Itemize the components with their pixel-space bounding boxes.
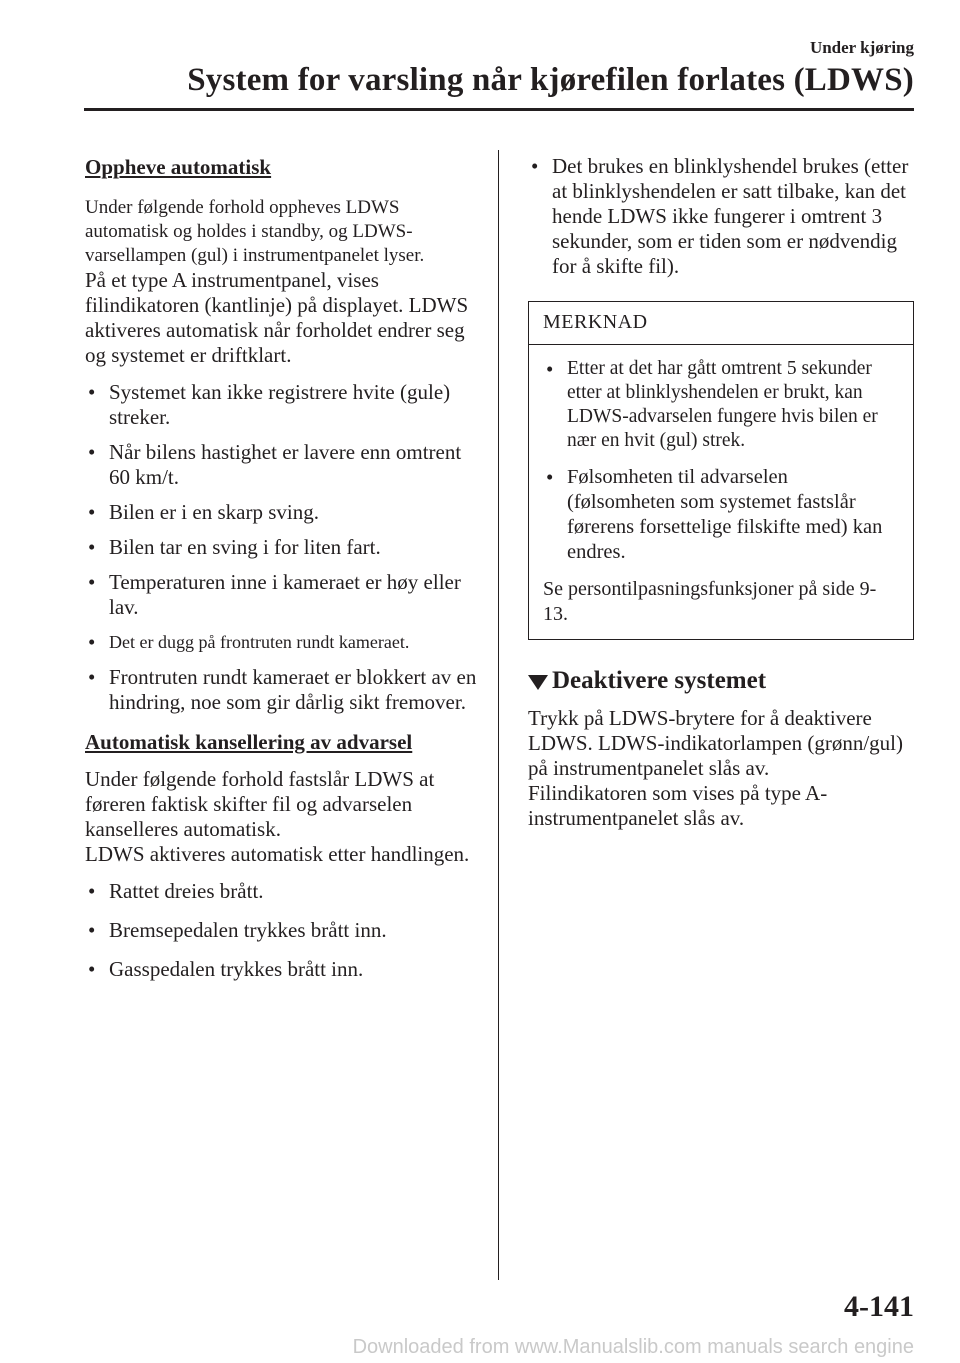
page-title: System for varsling når kjørefilen forlates (LDWS) (187, 62, 914, 98)
list-item: • Bilen er i en skarp sving. (88, 500, 319, 524)
deactivate-heading (528, 666, 914, 696)
list-item: • Det er dugg på frontruten rundt kameraet. (88, 630, 410, 654)
list-item: • Rattet dreies brått. (88, 879, 264, 903)
list-item: • Frontruten rundt kameraet er blokkert av en hindring, noe som gir dårlig sikt fremover. (88, 665, 477, 714)
auto-cancel-list (85, 380, 477, 715)
note-box (528, 301, 914, 640)
list-item: • Etter at det har gått omtrent 5 sekunder etter at blinklyshendelen er brukt, kan LDWS-advarselen fungere hvis bilen er nær en hvit (gul) strek. (546, 357, 878, 451)
list-item: • Det brukes en blinklyshendel brukes (etter at blinklyshendelen er satt tilbake, kan det hende LDWS ikke fungerer i omtrent 3 sekunder, som er tiden som er nødvendig for å skifte fil). (531, 154, 909, 278)
warning-cancel-intro: Under følgende forhold fastslår LDWS at føreren faktisk skifter fil og advarselen kanselleres automatisk. (85, 767, 435, 841)
page-number: 4-141 (844, 1290, 914, 1323)
left-column (85, 154, 477, 982)
list-item: • Systemet kan ikke registrere hvite (gule) streker. (88, 380, 451, 429)
right-column (528, 154, 914, 831)
auto-cancel-intro: På et type A instrumentpanel, vises filindikatoren (kantlinje) på displayet. LDWS aktiveres automatisk når forholdet endrer seg og systemet er driftklart. (85, 268, 469, 367)
deactivate-heading-text: Deaktivere systemet (552, 667, 767, 694)
list-item: • Følsomheten til advarselen (følsomheten som systemet fastslår førerens forsettelige filskifte med) kan endres. (546, 465, 883, 563)
triangle-marker-icon (528, 675, 548, 690)
warning-cancel-heading: Automatisk kansellering av advarsel (85, 730, 413, 754)
continued-list (528, 154, 914, 279)
note-footer: Se persontilpasningsfunksjoner på side 9-13. (543, 578, 877, 625)
deactivate-text: Trykk på LDWS-brytere for å deaktivere LDWS. LDWS-indikatorlampen (grønn/gul) på instrumentpanelet slås av. (528, 706, 904, 780)
deactivate-text-2: Filindikatoren som vises på type A-instrumentpanelet slås av. (528, 781, 828, 830)
list-item: • Temperaturen inne i kameraet er høy eller lav. (88, 570, 461, 619)
column-divider (498, 150, 499, 1280)
list-item: • Bremsepedalen trykkes brått inn. (88, 918, 387, 942)
footer-watermark: Downloaded from www.Manualslib.com manuals search engine (352, 1336, 914, 1358)
note-body (529, 345, 913, 639)
auto-cancel-intro-small: Under følgende forhold oppheves LDWS automatisk og holdes i standby, og LDWS-varsellampen (gul) i instrumentpanelet lyser. (85, 197, 425, 266)
note-list (543, 357, 899, 565)
title-rule (84, 108, 914, 111)
warning-cancel-list (85, 879, 477, 982)
list-item: • Når bilens hastighet er lavere enn omtrent 60 km/t. (88, 440, 462, 489)
warning-cancel-intro2: LDWS aktiveres automatisk etter handlingen. (85, 842, 470, 866)
auto-cancel-heading: Oppheve automatisk (85, 155, 272, 179)
list-item: • Gasspedalen trykkes brått inn. (88, 957, 364, 981)
note-title: MERKNAD (529, 302, 913, 345)
section-label: Under kjøring (809, 38, 914, 57)
list-item: • Bilen tar en sving i for liten fart. (88, 535, 381, 559)
